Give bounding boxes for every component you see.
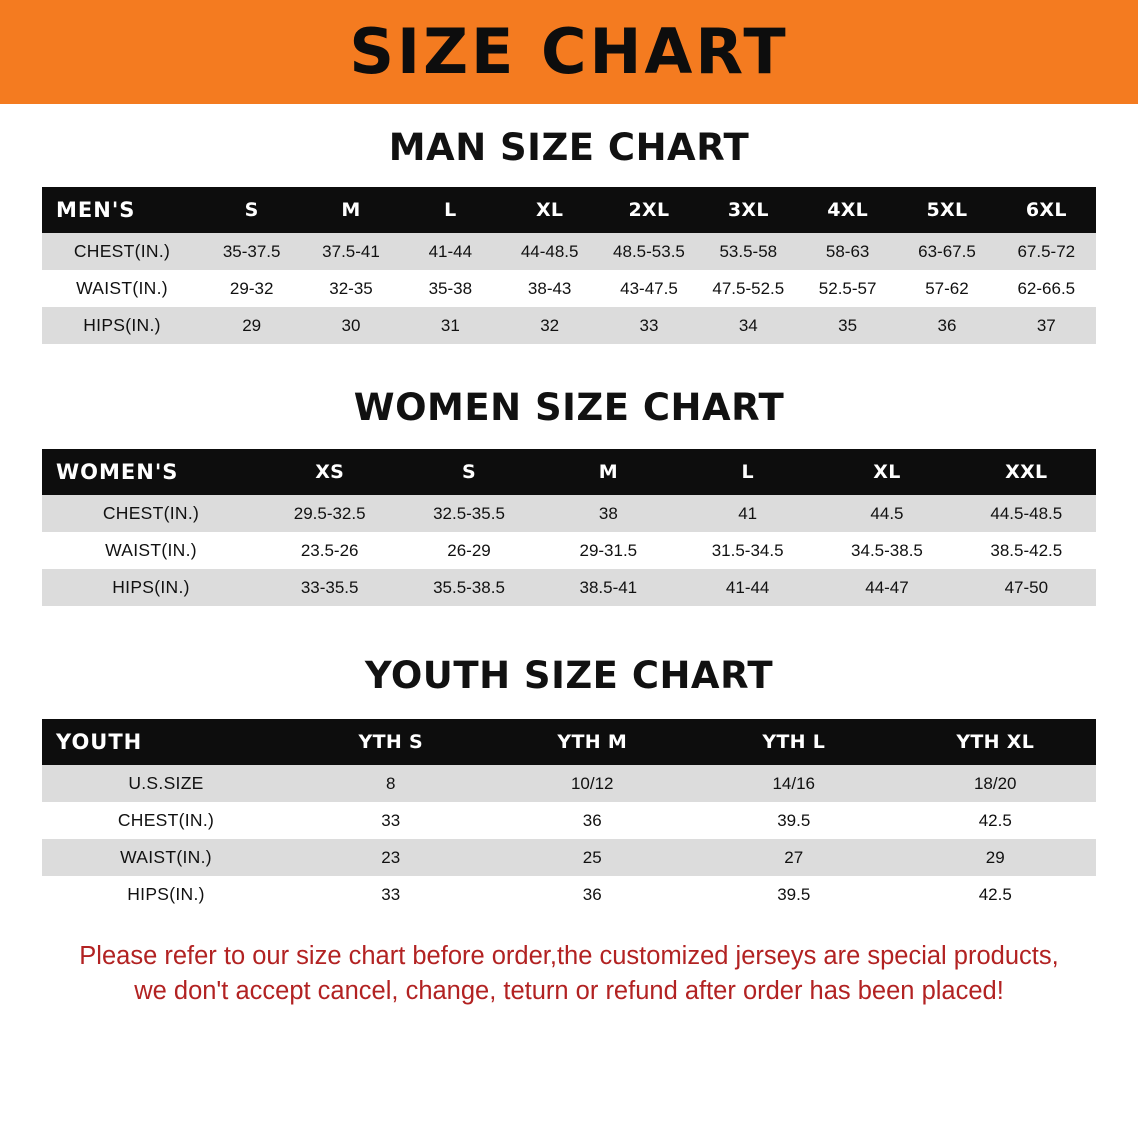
- cell: 44-47: [817, 569, 956, 606]
- table-row: [42, 569, 1096, 606]
- cell: 34: [699, 307, 798, 344]
- col-header-s: S: [399, 449, 538, 495]
- youth-size-table: [42, 719, 1096, 913]
- cell: 29.5-32.5: [260, 495, 399, 532]
- table-row: [42, 532, 1096, 569]
- row-label-waist: WAIST(IN.): [42, 839, 290, 876]
- col-header-l: L: [678, 449, 817, 495]
- cell: 47.5-52.5: [699, 270, 798, 307]
- table-row: [42, 233, 1096, 270]
- cell: 38: [539, 495, 678, 532]
- page-banner: [0, 0, 1138, 104]
- cell: 37: [997, 307, 1096, 344]
- cell: 30: [301, 307, 400, 344]
- col-header-yth-l: YTH L: [693, 719, 895, 765]
- col-header-4xl: 4XL: [798, 187, 897, 233]
- cell: 57-62: [897, 270, 996, 307]
- cell: 35-37.5: [202, 233, 301, 270]
- row-label-hips: HIPS(IN.): [42, 569, 260, 606]
- cell: 31.5-34.5: [678, 532, 817, 569]
- col-header-yth-xl: YTH XL: [895, 719, 1097, 765]
- cell: 23.5-26: [260, 532, 399, 569]
- women-size-table: [42, 449, 1096, 606]
- cell: 26-29: [399, 532, 538, 569]
- cell: 32: [500, 307, 599, 344]
- cell: 18/20: [895, 765, 1097, 802]
- col-header-yth-s: YTH S: [290, 719, 492, 765]
- cell: 39.5: [693, 802, 895, 839]
- cell: 35: [798, 307, 897, 344]
- col-header-mens: MEN'S: [42, 187, 202, 233]
- cell: 32-35: [301, 270, 400, 307]
- cell: 10/12: [492, 765, 694, 802]
- col-header-s: S: [202, 187, 301, 233]
- table-row: [42, 307, 1096, 344]
- cell: 53.5-58: [699, 233, 798, 270]
- women-section-heading: WOMEN SIZE CHART: [353, 386, 785, 429]
- table-header-row: [42, 719, 1096, 765]
- cell: 44.5: [817, 495, 956, 532]
- table-header-row: [42, 449, 1096, 495]
- cell: 33: [290, 802, 492, 839]
- row-label-chest: CHEST(IN.): [42, 802, 290, 839]
- cell: 35-38: [401, 270, 500, 307]
- table-row: [42, 495, 1096, 532]
- col-header-yth-m: YTH M: [492, 719, 694, 765]
- cell: 35.5-38.5: [399, 569, 538, 606]
- cell: 34.5-38.5: [817, 532, 956, 569]
- col-header-womens: WOMEN'S: [42, 449, 260, 495]
- cell: 27: [693, 839, 895, 876]
- table-header-row: [42, 187, 1096, 233]
- cell: 33-35.5: [260, 569, 399, 606]
- man-table-wrap: [42, 187, 1096, 344]
- col-header-3xl: 3XL: [699, 187, 798, 233]
- cell: 33: [290, 876, 492, 913]
- cell: 38.5-41: [539, 569, 678, 606]
- cell: 41-44: [678, 569, 817, 606]
- cell: 42.5: [895, 802, 1097, 839]
- col-header-xl: XL: [500, 187, 599, 233]
- row-label-us-size: U.S.SIZE: [42, 765, 290, 802]
- cell: 44.5-48.5: [957, 495, 1096, 532]
- cell: 62-66.5: [997, 270, 1096, 307]
- table-row: [42, 876, 1096, 913]
- col-header-6xl: 6XL: [997, 187, 1096, 233]
- row-label-chest: CHEST(IN.): [42, 233, 202, 270]
- cell: 29-31.5: [539, 532, 678, 569]
- cell: 36: [492, 802, 694, 839]
- cell: 36: [897, 307, 996, 344]
- youth-section-heading: YOUTH SIZE CHART: [364, 654, 774, 697]
- cell: 52.5-57: [798, 270, 897, 307]
- row-label-hips: HIPS(IN.): [42, 307, 202, 344]
- cell: 41: [678, 495, 817, 532]
- man-section-heading: MAN SIZE CHART: [388, 126, 750, 169]
- cell: 58-63: [798, 233, 897, 270]
- policy-note-line-1: Please refer to our size chart before order,the customized jerseys are special products,: [79, 942, 1059, 970]
- col-header-m: M: [301, 187, 400, 233]
- policy-note-line-2: we don't accept cancel, change, teturn or refund after order has been placed!: [134, 976, 1004, 1005]
- cell: 38.5-42.5: [957, 532, 1096, 569]
- cell: 29: [895, 839, 1097, 876]
- cell: 42.5: [895, 876, 1097, 913]
- table-row: [42, 802, 1096, 839]
- col-header-xl: XL: [817, 449, 956, 495]
- cell: 33: [599, 307, 698, 344]
- cell: 8: [290, 765, 492, 802]
- table-row: [42, 270, 1096, 307]
- cell: 48.5-53.5: [599, 233, 698, 270]
- table-row: [42, 839, 1096, 876]
- col-header-xs: XS: [260, 449, 399, 495]
- cell: 44-48.5: [500, 233, 599, 270]
- cell: 14/16: [693, 765, 895, 802]
- cell: 29-32: [202, 270, 301, 307]
- page-title: SIZE CHART: [349, 15, 789, 88]
- table-row: [42, 765, 1096, 802]
- cell: 43-47.5: [599, 270, 698, 307]
- cell: 38-43: [500, 270, 599, 307]
- women-table-wrap: [42, 449, 1096, 606]
- cell: 63-67.5: [897, 233, 996, 270]
- cell: 37.5-41: [301, 233, 400, 270]
- col-header-m: M: [539, 449, 678, 495]
- col-header-youth: YOUTH: [42, 719, 290, 765]
- cell: 31: [401, 307, 500, 344]
- cell: 36: [492, 876, 694, 913]
- row-label-waist: WAIST(IN.): [42, 270, 202, 307]
- cell: 41-44: [401, 233, 500, 270]
- policy-note: [40, 939, 1098, 1008]
- col-header-2xl: 2XL: [599, 187, 698, 233]
- cell: 25: [492, 839, 694, 876]
- row-label-hips: HIPS(IN.): [42, 876, 290, 913]
- row-label-waist: WAIST(IN.): [42, 532, 260, 569]
- cell: 32.5-35.5: [399, 495, 538, 532]
- cell: 39.5: [693, 876, 895, 913]
- cell: 29: [202, 307, 301, 344]
- col-header-l: L: [401, 187, 500, 233]
- col-header-xxl: XXL: [957, 449, 1096, 495]
- man-size-table: [42, 187, 1096, 344]
- cell: 23: [290, 839, 492, 876]
- row-label-chest: CHEST(IN.): [42, 495, 260, 532]
- youth-table-wrap: [42, 719, 1096, 913]
- col-header-5xl: 5XL: [897, 187, 996, 233]
- cell: 47-50: [957, 569, 1096, 606]
- cell: 67.5-72: [997, 233, 1096, 270]
